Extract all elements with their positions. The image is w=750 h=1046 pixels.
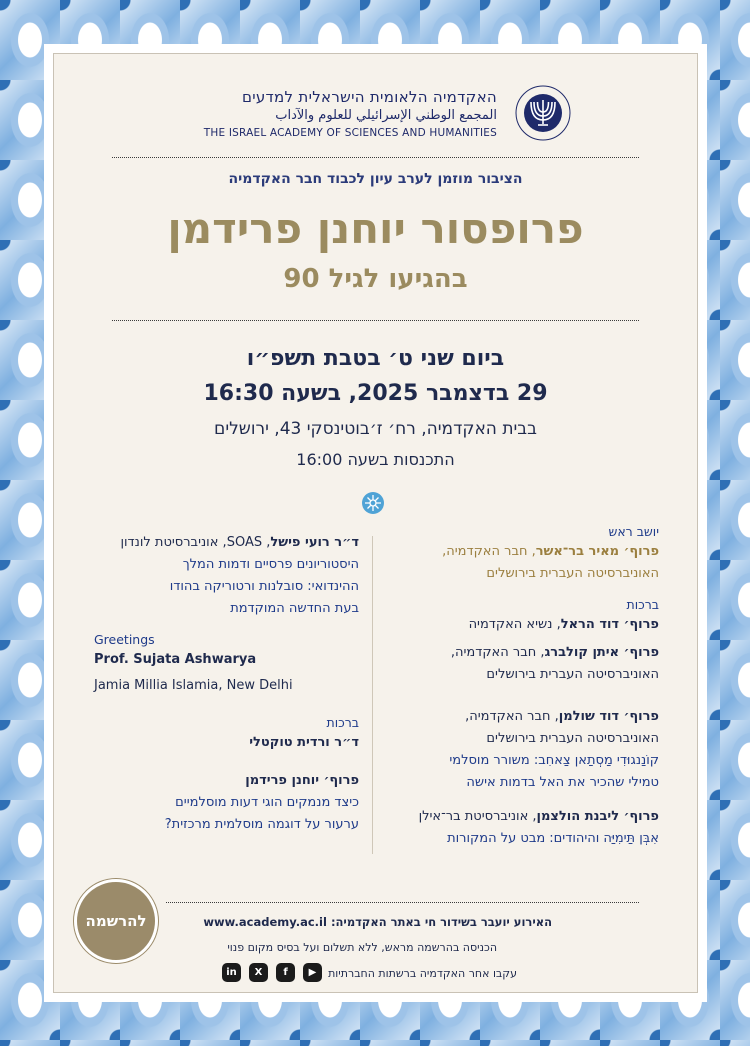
academy-name-block bbox=[197, 88, 497, 139]
event-subtitle: בהגיעו לגיל 90 bbox=[283, 264, 468, 294]
greeter-en-affiliation: Jamia Millia Islamia, New Delhi bbox=[94, 678, 293, 693]
speaker-1-talk-line1: קוֹנַנגוּדִי מַסְתַאן צַאחִב: משורר מוסלמי bbox=[449, 753, 659, 768]
greeter-en-name: Prof. Sujata Ashwarya bbox=[94, 652, 257, 667]
greetings-heading: ברכות bbox=[626, 597, 659, 612]
greeter-1-name: פרוף׳ דוד הראל bbox=[560, 617, 659, 632]
speaker-3-name: ד״ר רועי פישל bbox=[270, 535, 359, 550]
column-divider bbox=[372, 536, 373, 854]
ornament-icon bbox=[361, 491, 385, 515]
greeter-2-affiliation: האוניברסיטה העברית בירושלים bbox=[486, 667, 659, 682]
divider-middle bbox=[112, 320, 639, 321]
greeter-2-role: , חבר האקדמיה, bbox=[450, 645, 545, 660]
venue-address: בבית האקדמיה, רח׳ ז׳בוטינסקי 43, ירושלים bbox=[214, 419, 537, 439]
poster-panel bbox=[53, 53, 698, 993]
social-links bbox=[222, 963, 322, 982]
program-right-column bbox=[389, 524, 659, 850]
greetings-en-heading: Greetings bbox=[94, 632, 155, 647]
chair-name: פרוף׳ מאיר בר־אשר bbox=[535, 544, 659, 559]
academy-logo bbox=[54, 84, 697, 154]
chair-role: , חבר האקדמיה, bbox=[442, 544, 536, 559]
closing-greeter-name: ד״ר ורדית טוקטלי bbox=[249, 735, 359, 750]
speaker-2-talk: אִבְּן תַּימִיַּה והיהודים: מבט על המקורות bbox=[447, 831, 659, 846]
speaker-2-role: , אוניברסיטת בר־אילן bbox=[418, 809, 537, 824]
broadcast-text: האירוע יועבר בשידור חי באתר האקדמיה: bbox=[330, 915, 552, 929]
speaker-3-talk-line3: בעת החדשה המוקדמת bbox=[230, 601, 359, 616]
x-icon[interactable]: X bbox=[249, 963, 268, 982]
gregorian-date-time: 29 בדצמבר 2025, בשעה 16:30 bbox=[203, 381, 548, 406]
program-left-column bbox=[94, 532, 359, 836]
register-label: להרשמה bbox=[85, 912, 147, 930]
speaker-1-affiliation: האוניברסיטה העברית בירושלים bbox=[486, 731, 659, 746]
speaker-1-name: פרוף׳ דוד שולמן bbox=[558, 709, 659, 724]
poster-frame bbox=[44, 44, 707, 1002]
speaker-3-role: , SOAS, אוניברסיטת לונדון bbox=[120, 535, 271, 550]
gathering-time: התכנסות בשעה 16:00 bbox=[296, 450, 455, 469]
speaker-1-talk-line2: טמילי שהכיר את האל בדמות אישה bbox=[466, 775, 659, 790]
academy-name-arabic: المجمع الوطني الإسرائيلي للعلوم والآداب bbox=[275, 108, 497, 123]
greeter-1-role: , נשיא האקדמיה bbox=[468, 617, 561, 632]
hebrew-date: ביום שני ט׳ בטבת תשפ״ו bbox=[246, 346, 505, 371]
entry-note: הכניסה בהרשמה מראש, ללא תשלום ועל בסיס מקום פנוי bbox=[227, 941, 497, 954]
invitation-line: הציבור מוזמן לערב עיון לכבוד חבר האקדמיה bbox=[228, 171, 523, 187]
speaker-2-name: פרוף׳ ליבנת הולצמן bbox=[536, 809, 659, 824]
honoree-talk-line2: ערעור על דוגמה מוסלמית מרכזית? bbox=[164, 817, 359, 832]
register-button[interactable] bbox=[74, 879, 158, 963]
speaker-3-talk-line2: ההינדואי: סובלנות ורטוריקה בהודו bbox=[169, 579, 359, 594]
chair-affiliation: האוניברסיטה העברית בירושלים bbox=[486, 566, 659, 581]
follow-note: עקבו אחר האקדמיה ברשתות החברתיות bbox=[328, 967, 517, 980]
linkedin-icon[interactable]: in bbox=[222, 963, 241, 982]
honoree-name: פרוף׳ יוחנן פרידמן bbox=[245, 773, 359, 788]
academy-name-hebrew: האקדמיה הלאומית הישראלית למדעים bbox=[241, 88, 497, 106]
facebook-icon[interactable]: f bbox=[276, 963, 295, 982]
honoree-talk-line1: כיצד מנמקים הוגי דעות מוסלמיים bbox=[175, 795, 359, 810]
academy-name-english: THE ISRAEL ACADEMY OF SCIENCES AND HUMANITIES bbox=[203, 127, 497, 139]
divider-footer bbox=[166, 902, 639, 903]
speaker-1-role: , חבר האקדמיה, bbox=[465, 709, 559, 724]
speaker-3-talk-line1: היסטוריונים פרסיים ודמות המלך bbox=[182, 557, 359, 572]
chair-heading: יושב ראש bbox=[608, 524, 659, 539]
broadcast-line bbox=[203, 915, 552, 929]
youtube-icon[interactable]: ▶ bbox=[303, 963, 322, 982]
event-title: פרופסור יוחנן פרידמן bbox=[167, 204, 584, 253]
closing-greetings-heading: ברכות bbox=[326, 715, 359, 730]
divider-top bbox=[112, 157, 639, 158]
menorah-emblem-icon bbox=[514, 84, 572, 142]
greeter-2-name: פרוף׳ איתן קולברג bbox=[544, 645, 659, 660]
website-link[interactable]: www.academy.ac.il bbox=[203, 915, 327, 929]
